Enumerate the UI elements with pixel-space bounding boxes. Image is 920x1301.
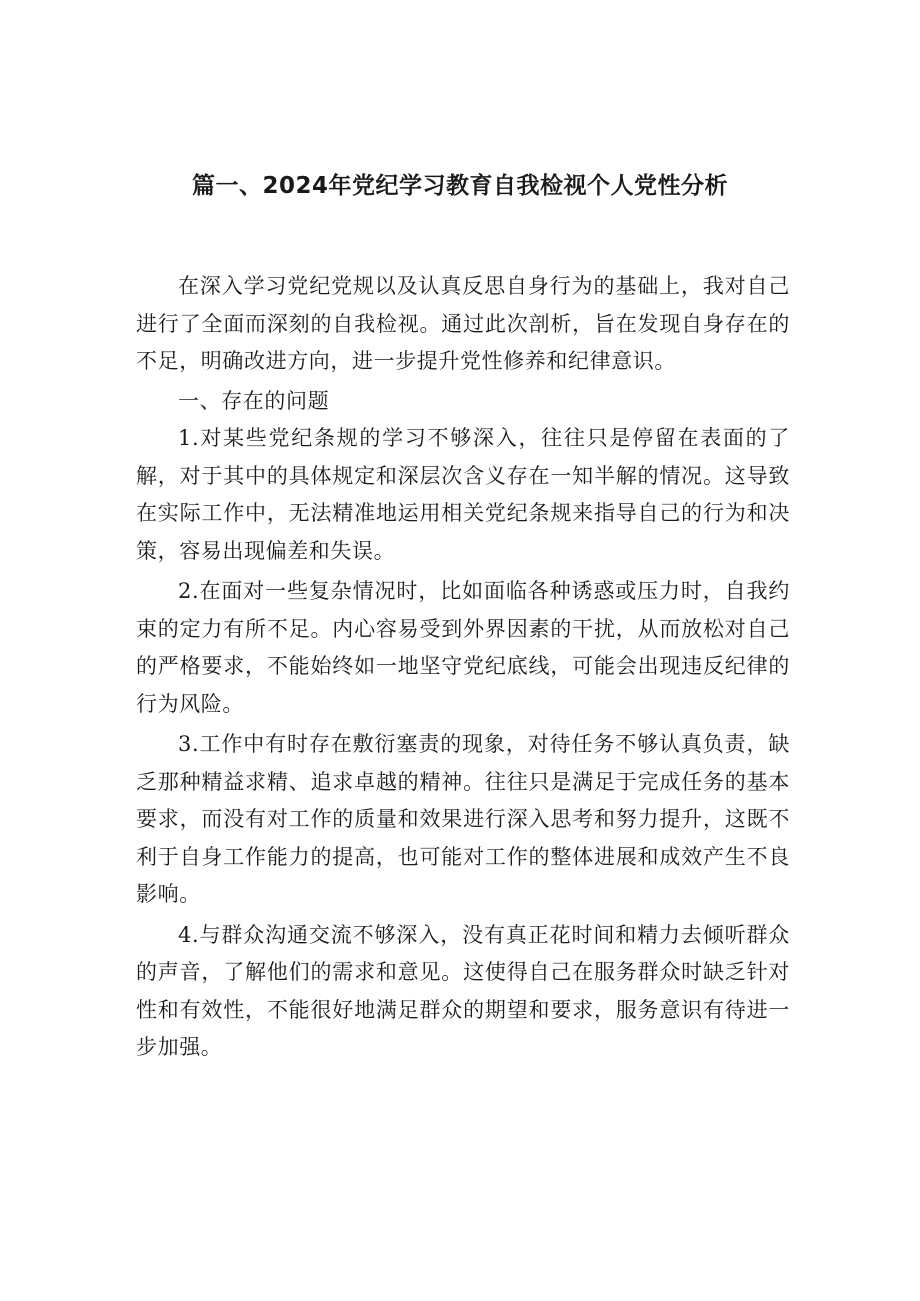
problem-item-1: 1.对某些党纪条规的学习不够深入，往往只是停留在表面的了解，对于其中的具体规定和深层次含义存在一知半解的情况。这导致在实际工作中，无法精准地运用相关党纪条规来指导自己的行为和决策，容易出现偏差和失误。 [136, 426, 790, 563]
problem-item-4: 4.与群众沟通交流不够深入，没有真正花时间和精力去倾听群众的声音，了解他们的需求和意见。这使得自己在服务群众时缺乏针对性和有效性，不能很好地满足群众的期望和要求，服务意识有待进一步加强。 [136, 922, 790, 1059]
section-heading: 一、存在的问题 [178, 388, 330, 413]
intro-paragraph: 在深入学习党纪党规以及认真反思自身行为的基础上，我对自己进行了全面而深刻的自我检视。通过此次剖析，旨在发现自身存在的不足，明确改进方向，进一步提升党性修养和纪律意识。 [136, 274, 790, 373]
problem-item-2: 2.在面对一些复杂情况时，比如面临各种诱惑或压力时，自我约束的定力有所不足。内心容易受到外界因素的干扰，从而放松对自己的严格要求，不能始终如一地坚守党纪底线，可能会出现违反纪律的行为风险。 [136, 579, 790, 716]
document-body [136, 268, 790, 1067]
problem-item-3: 3.工作中有时存在敷衍塞责的现象，对待任务不够认真负责，缺乏那种精益求精、追求卓越的精神。往往只是满足于完成任务的基本要求，而没有对工作的质量和效果进行深入思考和努力提升，这既不利于自身工作能力的提高，也可能对工作的整体进展和成效产生不良影响。 [136, 732, 790, 906]
document-title: 篇一、2024年党纪学习教育自我检视个人党性分析 [191, 173, 728, 199]
